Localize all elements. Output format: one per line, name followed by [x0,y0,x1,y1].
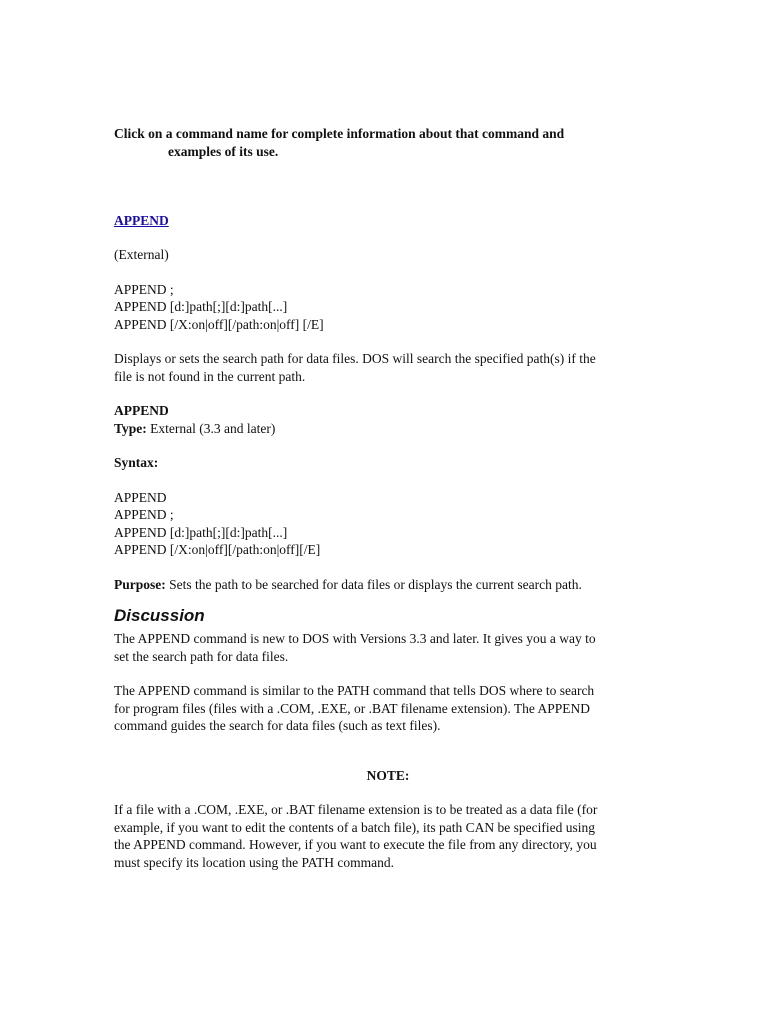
note-line-3: the APPEND command. However, if you want to execute the file from any directory, you [114,837,597,852]
note-line-2: example, if you want to edit the contents of a batch file), its path CAN be specified using [114,819,595,835]
para2-line-2: for program files (files with a .COM, .EXE, or .BAT filename extension). The APPEND [114,700,591,716]
usage-line-1: APPEND ; [114,281,174,297]
command-description [114,350,662,385]
document-page [114,125,662,871]
description-line-2: file is not found in the current path. [114,368,306,384]
intro-text [114,125,662,161]
discussion-heading: Discussion [114,606,205,625]
purpose-label: Purpose: [114,576,166,592]
detail-type-row [114,420,662,438]
syntax-line-2: APPEND ; [114,507,174,522]
description-line-1: Displays or sets the search path for data files. DOS will search the specified path(s) if the [114,351,596,366]
command-link-row [114,212,662,230]
syntax-line-3: APPEND [d:]path[;][d:]path[...] [114,524,288,540]
type-value: External (3.3 and later) [146,420,276,436]
purpose-row [114,576,662,594]
note-label: NOTE: [366,767,410,783]
syntax-block [114,489,662,559]
syntax-line-4: APPEND [/X:on|off][/path:on|off][/E] [114,542,321,557]
note-paragraph [114,801,662,871]
para1-line-2: set the search path for data files. [114,648,289,664]
para2-line-3: command guides the search for data files (such as text files). [114,718,441,733]
command-usage [114,281,662,334]
detail-command-name: APPEND [114,403,169,418]
usage-line-2: APPEND [d:]path[;][d:]path[...] [114,299,288,314]
usage-line-3: APPEND [/X:on|off][/path:on|off] [/E] [114,316,324,332]
para1-line-1: The APPEND command is new to DOS with Versions 3.3 and later. It gives you a way to [114,631,596,646]
intro-line-2: examples of its use. [168,143,279,159]
discussion-paragraph-2 [114,682,662,735]
append-command-link[interactable]: APPEND [114,212,169,228]
command-category: (External) [114,247,169,262]
type-label: Type: [114,420,147,436]
purpose-value: Sets the path to be searched for data files or displays the current search path. [165,576,582,592]
note-line-1: If a file with a .COM, .EXE, or .BAT filename extension is to be treated as a data file (for [114,802,598,817]
syntax-label: Syntax: [114,455,159,470]
command-detail [114,402,662,437]
para2-line-1: The APPEND command is similar to the PATH command that tells DOS where to search [114,683,595,698]
intro-line-1: Click on a command name for complete information about that command and [114,126,565,141]
syntax-line-1: APPEND [114,489,167,505]
discussion-paragraph-1 [114,630,662,665]
note-line-4: must specify its location using the PATH command. [114,854,394,870]
